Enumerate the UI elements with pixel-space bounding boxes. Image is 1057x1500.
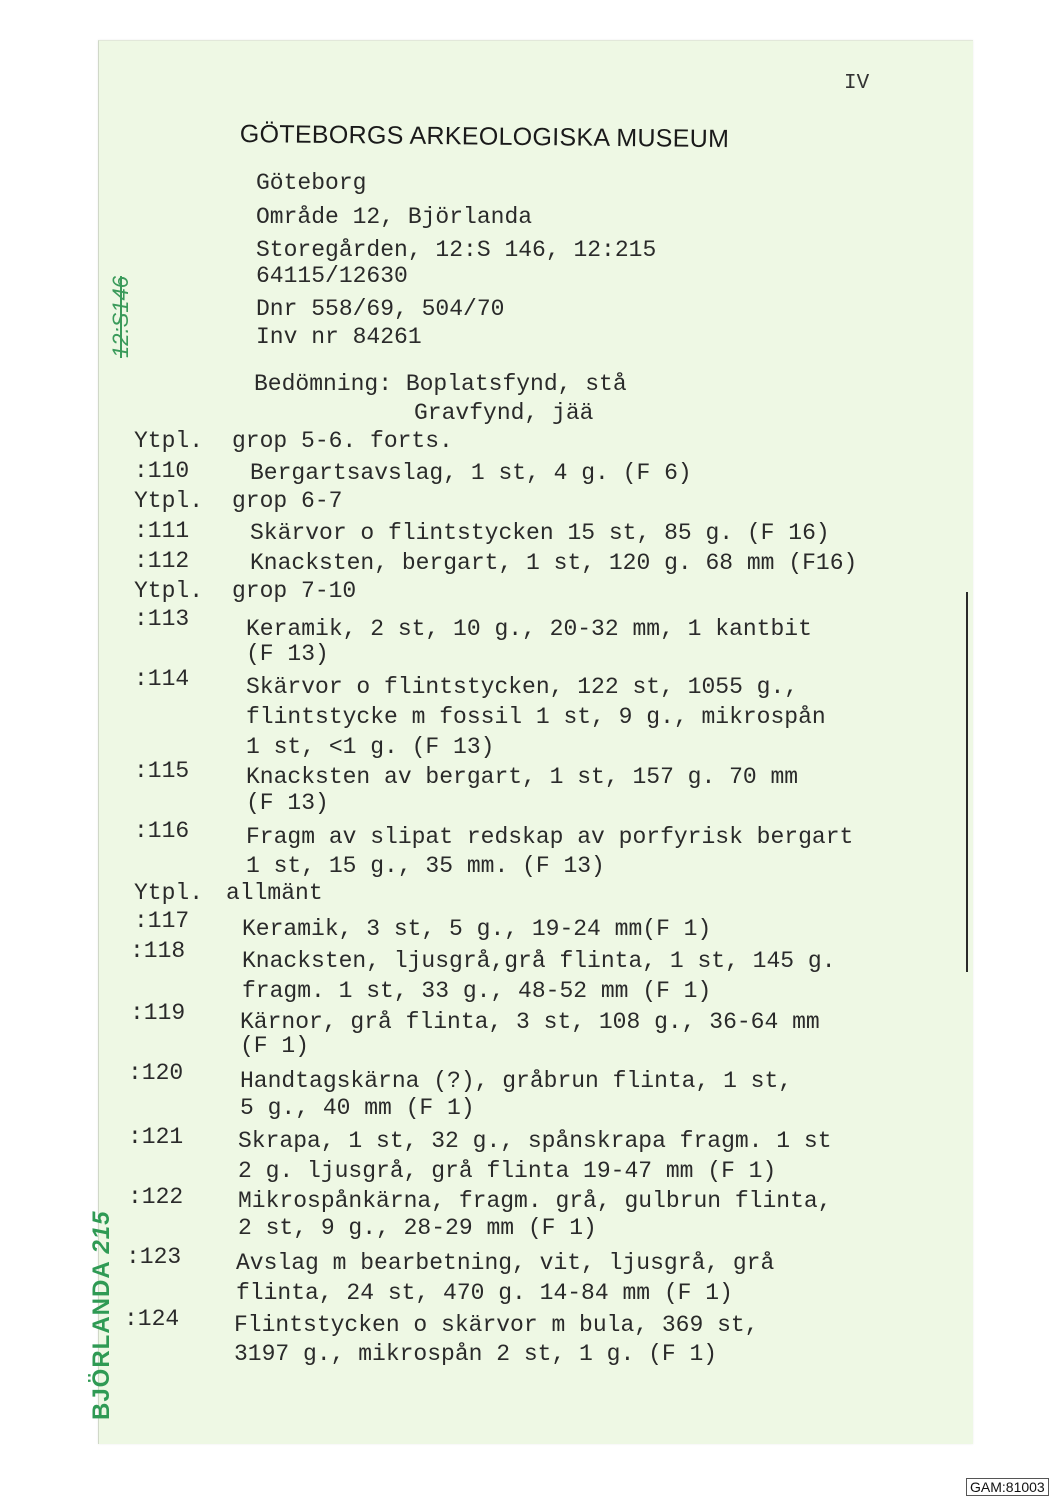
entry-text: Knacksten, bergart, 1 st, 120 g. 68 mm (F16) — [250, 550, 858, 576]
card-edge — [966, 592, 974, 972]
entry-text: Avslag m bearbetning, vit, ljusgrå, grå — [236, 1250, 775, 1276]
reference-id: GAM:81003 — [966, 1478, 1049, 1496]
entry-label: :113 — [134, 606, 190, 632]
entry-text: Kärnor, grå flinta, 3 st, 108 g., 36-64 mm — [240, 1009, 820, 1035]
entry-label: Ytpl. — [134, 488, 204, 514]
entry-text: grop 7-10 — [232, 578, 357, 604]
header-line: Storegården, 12:S 146, 12:215 — [256, 237, 657, 263]
entry-label: :116 — [134, 818, 190, 844]
entry-label: :121 — [128, 1124, 184, 1150]
entry-text: 2 g. ljusgrå, grå flinta 19-47 mm (F 1) — [238, 1158, 777, 1184]
entry-label: :112 — [134, 548, 190, 574]
entry-text: allmänt — [226, 880, 323, 906]
entry-label: :118 — [130, 938, 186, 964]
entry-text: Skärvor o flintstycken, 122 st, 1055 g., — [246, 674, 799, 700]
entry-text: flintstycke m fossil 1 st, 9 g., mikrospån — [246, 704, 826, 730]
entry-label: Ytpl. — [134, 428, 204, 454]
entry-text: Skrapa, 1 st, 32 g., spånskrapa fragm. 1 st — [238, 1128, 832, 1154]
inventory-number: Inv nr 84261 — [256, 324, 422, 350]
entry-text: grop 6-7 — [232, 488, 343, 514]
entry-label: :124 — [124, 1306, 180, 1332]
entry-text: Flintstycken o skärvor m bula, 369 st, — [234, 1312, 759, 1338]
entry-text: 3197 g., mikrospån 2 st, 1 g. (F 1) — [234, 1341, 718, 1367]
entry-label: :114 — [134, 666, 190, 692]
entry-text: Skärvor o flintstycken 15 st, 85 g. (F 16) — [250, 520, 830, 546]
entry-text: (F 1) — [240, 1033, 310, 1059]
museum-name: GÖTEBORGS ARKEOLOGISKA MUSEUM — [239, 120, 730, 154]
entry-text: Keramik, 2 st, 10 g., 20-32 mm, 1 kantbit — [246, 616, 812, 642]
entry-text: grop 5-6. forts. — [232, 428, 453, 454]
entry-text: 5 g., 40 mm (F 1) — [240, 1095, 475, 1121]
handwritten-note-top: 12:S146 — [108, 276, 133, 358]
page-number: IV — [844, 72, 870, 95]
entry-label: :123 — [126, 1244, 182, 1270]
header-line: Göteborg — [256, 170, 367, 196]
site-number: 215 — [88, 1210, 115, 1254]
entry-text: flinta, 24 st, 470 g. 14-84 mm (F 1) — [236, 1280, 733, 1306]
handwritten-note-bottom — [88, 1211, 116, 1421]
entry-text: Mikrospånkärna, fragm. grå, gulbrun flinta, — [238, 1188, 832, 1214]
assessment-line: Gravfynd, jää — [414, 400, 594, 426]
entry-text: 1 st, <1 g. (F 13) — [246, 734, 495, 760]
entry-text: 2 st, 9 g., 28-29 mm (F 1) — [238, 1215, 597, 1241]
entry-label: :115 — [134, 758, 190, 784]
site-name-stamp: BJÖRLANDA — [88, 1261, 115, 1420]
entry-text: Bergartsavslag, 1 st, 4 g. (F 6) — [250, 460, 692, 486]
entry-text: Handtagskärna (?), gråbrun flinta, 1 st, — [240, 1068, 793, 1094]
header-line: 64115/12630 — [256, 263, 408, 289]
entry-text: Knacksten av bergart, 1 st, 157 g. 70 mm — [246, 764, 799, 790]
entry-label: Ytpl. — [134, 880, 204, 906]
entry-text: Knacksten, ljusgrå,grå flinta, 1 st, 145 g. — [242, 948, 836, 974]
entry-text: 1 st, 15 g., 35 mm. (F 13) — [246, 853, 605, 879]
entry-label: :120 — [128, 1060, 184, 1086]
entry-text: (F 13) — [246, 641, 329, 667]
entry-text: Fragm av slipat redskap av porfyrisk bergart — [246, 824, 854, 850]
header-line: Dnr 558/69, 504/70 — [256, 296, 505, 322]
assessment-line: Bedömning: Boplatsfynd, stå — [254, 371, 627, 397]
entry-label: :119 — [130, 1000, 186, 1026]
entry-label: Ytpl. — [134, 578, 204, 604]
header-line: Område 12, Björlanda — [256, 204, 533, 230]
entry-label: :117 — [134, 908, 190, 934]
entry-label: :110 — [134, 458, 190, 484]
entry-label: :122 — [128, 1184, 184, 1210]
entry-text: Keramik, 3 st, 5 g., 19-24 mm(F 1) — [242, 916, 712, 942]
entry-text: fragm. 1 st, 33 g., 48-52 mm (F 1) — [242, 978, 712, 1004]
entry-text: (F 13) — [246, 790, 329, 816]
entry-label: :111 — [134, 518, 190, 544]
